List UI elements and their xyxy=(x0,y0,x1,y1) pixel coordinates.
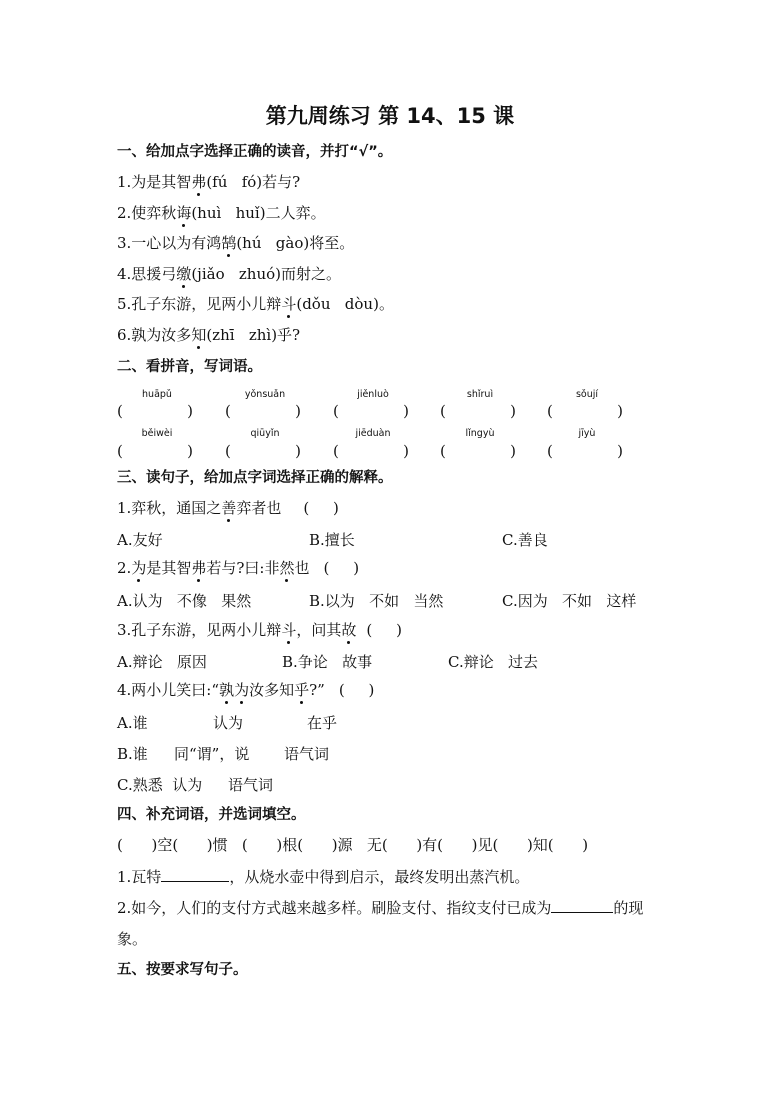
q3-stem-1: 1.弈秋，通国之善弈者也 ( ) xyxy=(117,499,339,517)
pinyin-5: sǒují xyxy=(575,389,599,400)
pinyin-8: jiēduàn xyxy=(355,428,391,439)
q3-4-option-a: A.谁 xyxy=(117,714,148,732)
q1-item-5: 5.孔子东游，见两小儿辩斗(dǒu dòu)。 xyxy=(117,295,394,313)
q3-1-option-b: B.擅长 xyxy=(309,531,355,549)
q1-item-6: 6.孰为汝多知(zhī zhì)乎? xyxy=(117,326,301,344)
q1-item-4: 4.思援弓缴(jiǎo zhuó)而射之。 xyxy=(117,265,342,283)
q3-answer-paren-3[interactable]: ( ) xyxy=(366,621,402,639)
q3-1-option-c: C.善良 xyxy=(502,531,548,549)
section-3-heading: 三、读句子，给加点字词选择正确的解释。 xyxy=(117,470,393,486)
q3-4-option-c: C.熟悉 认为 xyxy=(117,776,203,794)
section-5-heading: 五、按要求写句子。 xyxy=(117,962,248,978)
q3-stem-3: 3.孔子东游，见两小儿辩斗，问其故 ( ) xyxy=(117,621,402,639)
q3-2-option-b: B.以为 不如 当然 xyxy=(309,592,444,610)
q4-sentence-1: 1.瓦特 ，从烧水壶中得到启示，最终发明出蒸汽机。 xyxy=(117,868,530,886)
q3-4-option-b: B.谁 xyxy=(117,745,148,763)
section-2-heading: 二、看拼音，写词语。 xyxy=(117,359,262,375)
pinyin-9: lǐngyù xyxy=(465,428,495,439)
q3-4-option-a-3: 在乎 xyxy=(307,714,338,732)
q3-stem-4: 4.两小儿笑曰:“孰为汝多知乎?” ( ) xyxy=(117,681,375,699)
q3-2-option-a: A.认为 不像 果然 xyxy=(117,592,252,610)
q4-sentence-2-cont: 象。 xyxy=(117,930,148,948)
q3-4-option-c-2: 语气词 xyxy=(228,776,274,794)
q1-item-3: 3.一心以为有鸿鹄(hú gào)将至。 xyxy=(117,234,355,252)
page-title: 第九周练习 第 14、15 课 xyxy=(265,104,515,128)
q4-sentence-2: 2.如今，人们的支付方式越来越多样。刷脸支付、指纹支付已成为 的现 xyxy=(117,899,644,917)
q4-blank-2[interactable] xyxy=(551,898,613,913)
q3-answer-paren-2[interactable]: ( ) xyxy=(323,559,360,577)
pinyin-7: qiūyǐn xyxy=(250,428,280,439)
q1-item-1: 1.为是其智弗(fú fó)若与? xyxy=(117,173,301,191)
q3-3-option-b: B.争论 故事 xyxy=(282,653,373,671)
pinyin-3: jiěnluò xyxy=(357,389,389,400)
q3-4-option-a-2: 认为 xyxy=(213,714,244,732)
q4-blank-1[interactable] xyxy=(161,867,229,882)
q3-answer-paren-1[interactable]: ( ) xyxy=(303,499,339,517)
q3-3-option-c: C.辩论 过去 xyxy=(448,653,539,671)
q3-stem-2: 2.为是其智弗若与?曰:非然也 ( ) xyxy=(117,559,360,577)
q3-4-option-b-2: 同“谓”，说 xyxy=(174,745,250,763)
idiom-fill-line[interactable]: ( )空( )惯 ( )根( )源 无( )有( )见( )知( ) xyxy=(117,836,589,854)
pinyin-6: běiwèi xyxy=(141,428,173,439)
pinyin-10: jīyù xyxy=(578,428,596,439)
pinyin-2: yǒnsuǎn xyxy=(244,389,286,400)
q3-2-option-c: C.因为 不如 这样 xyxy=(502,592,637,610)
q1-item-2: 2.使弈秋诲(huì huǐ)二人弈。 xyxy=(117,204,326,222)
q3-1-option-a: A.友好 xyxy=(117,531,163,549)
q3-4-option-b-3: 语气词 xyxy=(284,745,330,763)
section-4-heading: 四、补充词语，并选词填空。 xyxy=(117,807,306,823)
q3-3-option-a: A.辩论 原因 xyxy=(117,653,207,671)
pinyin-4: shǐruì xyxy=(466,389,494,400)
section-1-heading: 一、给加点字选择正确的读音，并打“√”。 xyxy=(117,144,393,160)
pinyin-1: huāpǔ xyxy=(142,389,172,400)
q3-answer-paren-4[interactable]: ( ) xyxy=(338,681,375,699)
